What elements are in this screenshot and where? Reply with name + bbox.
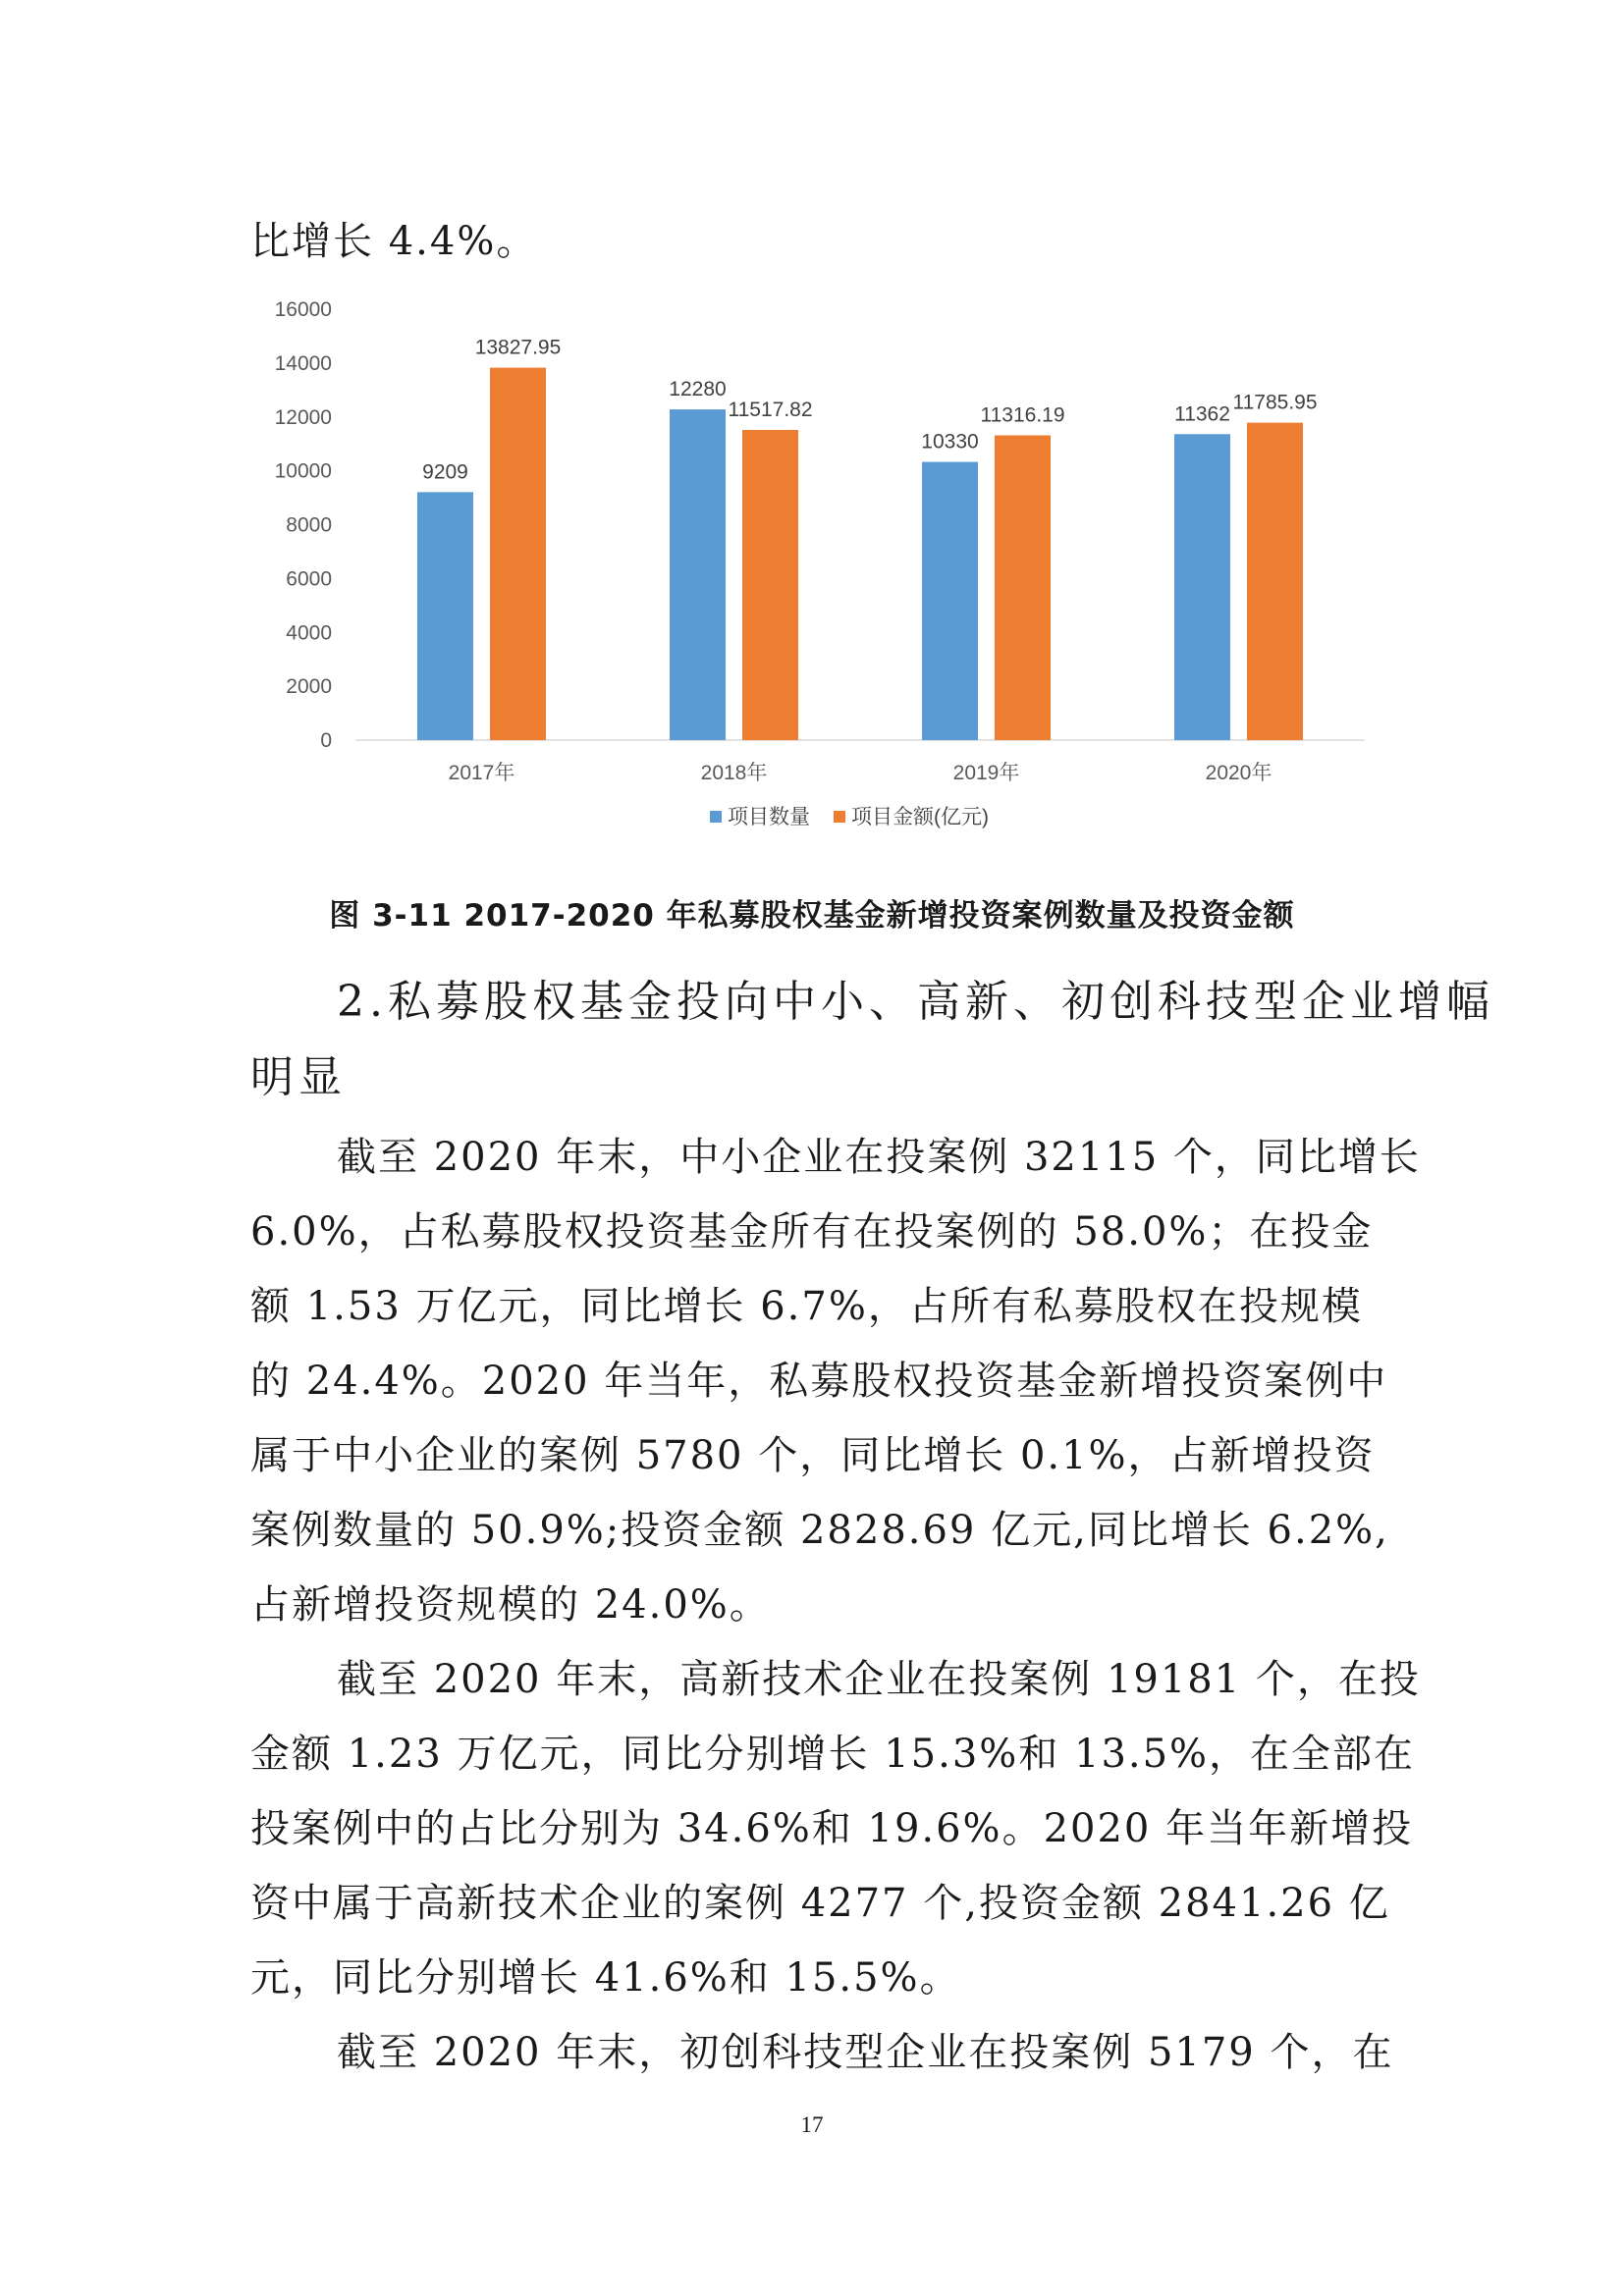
y-tick-label: 4000 <box>286 621 332 645</box>
bar-count <box>417 492 473 740</box>
bar-count <box>670 409 726 740</box>
y-tick-label: 16000 <box>274 298 332 321</box>
y-tick-label: 14000 <box>274 351 332 375</box>
paragraph-2-line-1: 截至 2020 年末，高新技术企业在投案例 19181 个，在投 <box>337 1657 1421 1702</box>
continued-text-line: 比增长 4.4%。 <box>250 219 538 264</box>
data-label: 11785.95 <box>1232 391 1318 414</box>
x-tick-label: 2018年 <box>700 762 768 784</box>
paragraph-1-line-3: 额 1.53 万亿元，同比增长 6.7%，占所有私募股权在投规模 <box>250 1284 1363 1329</box>
bar-chart-svg <box>257 287 1386 866</box>
bar-amount <box>742 430 798 740</box>
legend-swatch <box>710 811 722 823</box>
data-label: 11316.19 <box>980 403 1065 427</box>
y-tick-label: 6000 <box>286 567 332 591</box>
y-tick-label: 0 <box>320 729 332 752</box>
data-label: 11517.82 <box>728 398 813 421</box>
y-tick-label: 12000 <box>274 405 332 429</box>
x-tick-label: 2017年 <box>448 762 515 784</box>
legend-label: 项目数量 <box>728 806 810 828</box>
paragraph-2-line-3: 投案例中的占比分别为 34.6%和 19.6%。2020 年当年新增投 <box>250 1806 1414 1851</box>
figure-caption: 图 3-11 2017-2020 年私募股权基金新增投资案例数量及投资金额 <box>329 898 1295 934</box>
paragraph-2-line-5: 元，同比分别增长 41.6%和 15.5%。 <box>250 1955 961 2001</box>
bar-count <box>922 462 978 740</box>
legend-label: 项目金额(亿元) <box>851 806 989 828</box>
x-tick-label: 2020年 <box>1205 762 1272 784</box>
bar-count <box>1174 434 1230 740</box>
bar-amount <box>490 368 546 740</box>
data-label: 12280 <box>669 378 727 401</box>
page-number: 17 <box>800 2112 824 2137</box>
paragraph-2-line-2: 金额 1.23 万亿元，同比分别增长 15.3%和 13.5%，在全部在 <box>250 1732 1416 1777</box>
paragraph-1-line-6: 案例数量的 50.9%;投资金额 2828.69 亿元,同比增长 6.2%, <box>250 1508 1389 1553</box>
data-label: 11362 <box>1174 402 1230 426</box>
y-tick-label: 2000 <box>286 675 332 699</box>
paragraph-2-line-4: 资中属于高新技术企业的案例 4277 个,投资金额 2841.26 亿 <box>250 1881 1390 1926</box>
paragraph-1-line-7: 占新增投资规模的 24.0%。 <box>250 1582 771 1628</box>
section-heading-line-2: 明显 <box>250 1052 347 1102</box>
data-label: 10330 <box>921 430 979 454</box>
bar-amount <box>995 436 1051 740</box>
data-label: 9209 <box>422 460 468 484</box>
bar-amount <box>1247 423 1303 740</box>
y-tick-label: 8000 <box>286 513 332 537</box>
paragraph-1-line-5: 属于中小企业的案例 5780 个，同比增长 0.1%，占新增投资 <box>250 1433 1376 1478</box>
paragraph-1-line-4: 的 24.4%。2020 年当年，私募股权投资基金新增投资案例中 <box>250 1359 1388 1404</box>
paragraph-1-line-1: 截至 2020 年末，中小企业在投案例 32115 个，同比增长 <box>337 1135 1421 1180</box>
x-tick-label: 2019年 <box>952 762 1020 784</box>
section-heading-line-1: 2.私募股权基金投向中小、高新、初创科技型企业增幅 <box>337 977 1494 1027</box>
paragraph-1-line-2: 6.0%，占私募股权投资基金所有在投案例的 58.0%；在投金 <box>250 1209 1374 1255</box>
legend-swatch <box>834 811 845 823</box>
bar-chart <box>257 287 1386 866</box>
paragraph-3-line-1: 截至 2020 年末，初创科技型企业在投案例 5179 个，在 <box>337 2030 1394 2075</box>
y-tick-label: 10000 <box>274 459 332 483</box>
data-label: 13827.95 <box>474 336 562 359</box>
